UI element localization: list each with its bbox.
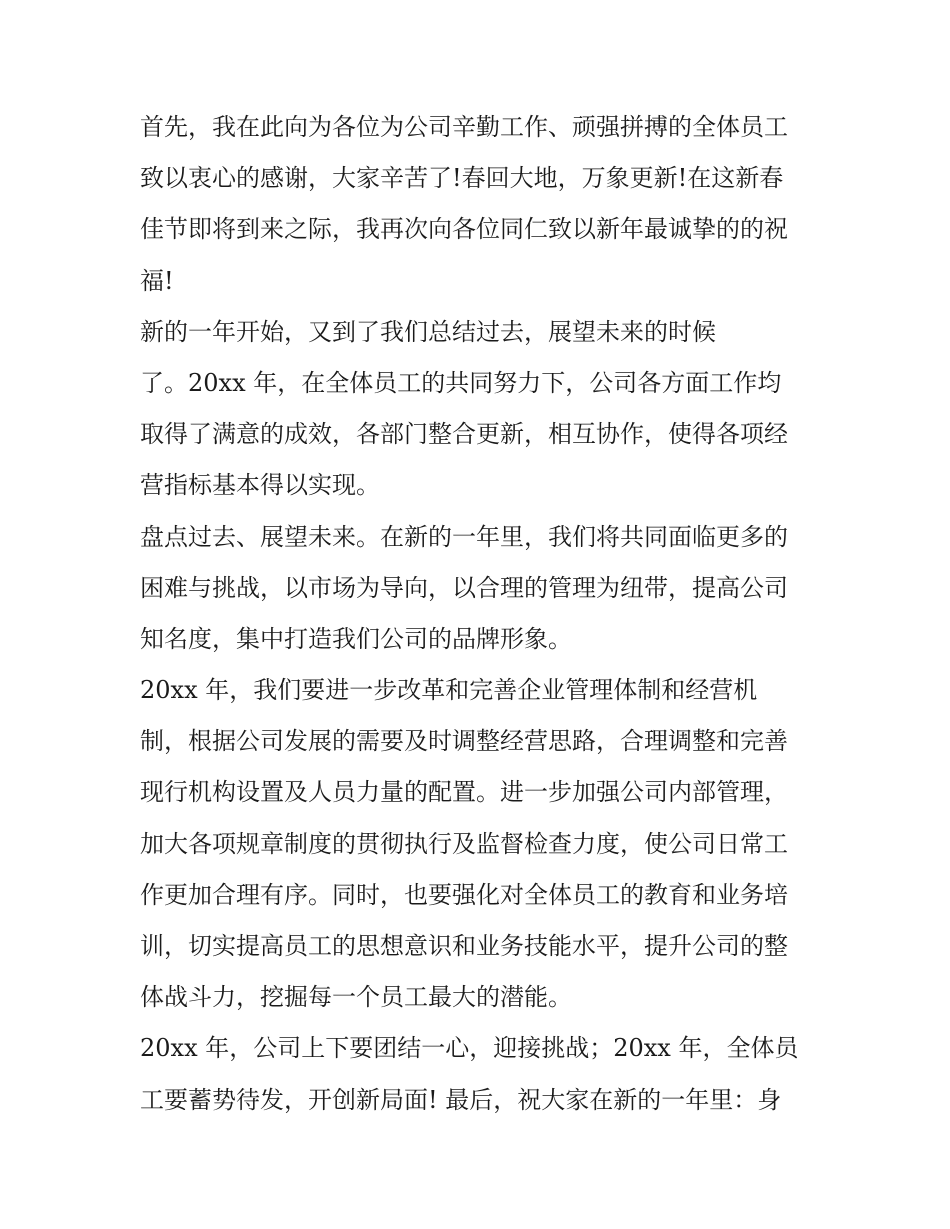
text-line: 新的一年开始，又到了我们总结过去，展望未来的时候 (140, 317, 716, 346)
text-line: 工要蓄势待发，开创新局面! 最后，祝大家在新的一年里：身 (140, 1085, 782, 1114)
text-line: 佳节即将到来之际，我再次向各位同仁致以新年最诚挚的的祝 (140, 215, 788, 244)
text-line: 体战斗力，挖掘每一个员工最大的潜能。 (140, 983, 572, 1012)
text-line: 训，切实提高员工的思想意识和业务技能水平，提升公司的整 (140, 932, 788, 960)
text-line: 盘点过去、展望未来。在新的一年里，我们将共同面临更多的 (140, 522, 788, 551)
text-line: 加大各项规章制度的贯彻执行及监督检查力度，使公司日常工 (140, 829, 788, 858)
text-line: 首先，我在此向为各位为公司辛勤工作、顽强拼搏的全体员工 (140, 113, 788, 141)
text-line: 作更加合理有序。同时，也要强化对全体员工的教育和业务培 (140, 880, 788, 909)
text-line: 知名度，集中打造我们公司的品牌形象。 (140, 624, 572, 653)
text-line: 现行机构设置及人员力量的配置。进一步加强公司内部管理， (140, 778, 788, 807)
text-line: 营指标基本得以实现。 (140, 471, 380, 500)
text-line: 20xx 年，我们要进一步改革和完善企业管理体制和经营机 (140, 676, 758, 705)
text-line: 制，根据公司发展的需要及时调整经营思路，合理调整和完善 (140, 727, 788, 756)
text-line: 致以衷心的感谢，大家辛苦了!春回大地，万象更新!在这新春 (140, 164, 784, 193)
text-line: 20xx 年，公司上下要团结一心，迎接挑战；20xx 年，全体员 (140, 1034, 799, 1063)
text-line: 困难与挑战，以市场为导向，以合理的管理为纽带，提高公司 (140, 573, 788, 602)
text-line: 取得了满意的成效，各部门整合更新，相互协作，使得各项经 (140, 420, 788, 449)
text-line: 了。20xx 年，在全体员工的共同努力下，公司各方面工作均 (140, 368, 782, 397)
document-body (140, 102, 820, 1126)
text-line: 福! (140, 266, 174, 295)
